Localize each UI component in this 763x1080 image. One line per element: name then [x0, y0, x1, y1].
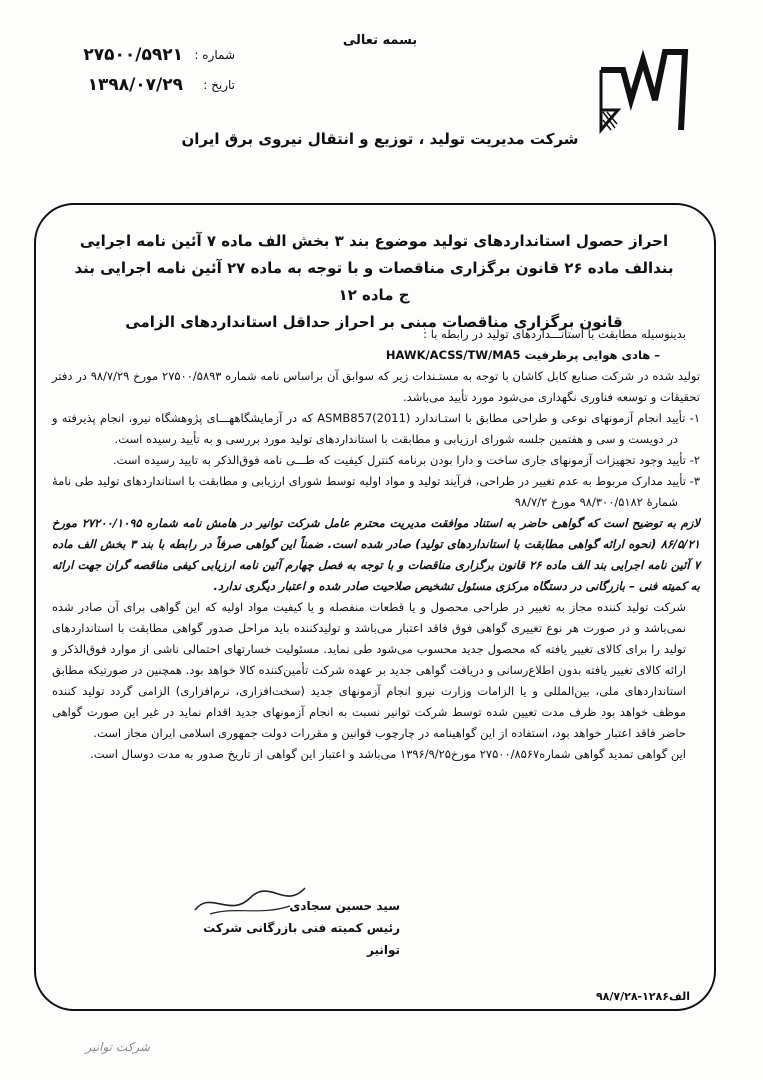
date-row: [55, 70, 235, 100]
certificate-title: [70, 228, 678, 336]
paragraph-2: شرکت تولید کننده مجاز به تغییر در طراحی محصول و یا قطعات منفصله و یا کیفیت مواد اولیه که این گواهی برای آن صادر شده نمی‌باشد و در صورت هر نوع تغییری گواهی فوق فاقد اعتبار می‌باشد و تولیدکننده باید مراحل صدور گواهی مطابقت با استانداردهای تولید را برای کالای تغییر یافته که محصول جدید محسوب می‌شود طی نماید. مسئولیت خسارتهای احتمالی ناشی از موارد فوق‌الذکر و ارائه کالای تغییر یافته بدون اطلاع‌رسانی و دریافت گواهی جدید بر عهده شرکت تأمین‌کننده کالا خواهد بود. همچنین در صورتیکه مطابق استانداردهای ملی، بین‌المللی و یا الزامات وزارت نیرو انجام آزمونهای جدید (سخت‌افزاری، نرم‌افزاری) الزامی گردد تولید کننده موظف خواهد بود ظرف مدت تعیین شده توسط شرکت توانیر نسبت به انجام آزمونهای جدید اقدام نماید در غیر این صورت گواهی حاضر فاقد اعتبار خواهد بود، استفاده از این گواهینامه در چارچوب قوانین و مقررات دولت جمهوری اسلامی ایران مجاز است.: [52, 600, 686, 740]
item-1: ۱- تأیید انجام آزمونهای نوعی و طراحی مطابق با استـاندارد (ASMB857(2011 که در آزمایشگاههـــای پژوهشگاه نیرو، انجام پذیرفته و در دویست و سی و هفتمین جلسه شورای ارزیابی و مطابقت با استانداردهای تولید مورد بررسی و به تأیید رسیده است.: [52, 411, 700, 446]
reference-code: الف۱۲۸۶-۹۸/۷/۲۸: [595, 990, 690, 1003]
signatory-name: سید حسین سجادی: [289, 899, 400, 913]
number-value: ۲۷۵۰۰/۵۹۲۱: [83, 45, 183, 65]
signature-block: [200, 895, 400, 961]
title-line-2: بندالف ماده ۲۶ قانون برگزاری مناقصات و با توجه به ماده ۲۷ آئین نامه اجرایی بند ج ماده ۱۲: [74, 259, 674, 304]
letter-meta: [55, 40, 235, 100]
item-2: ۲- تأیید وجود تجهیزات آزمونهای جاری ساخت و دارا بودن برنامه کنترل کیفیت که طـــی نامه فوق‌الذکر به تایید رسیده است.: [112, 453, 700, 467]
number-label: شماره :: [194, 48, 235, 62]
title-line-3: قانون برگزاری مناقصات مبنی بر احراز حداقل استانداردهای الزامی: [125, 313, 623, 331]
certificate-body: [52, 324, 700, 765]
company-stamp: شرکت توانیر: [85, 1040, 150, 1054]
date-value: ۱۳۹۸/۰۷/۲۹: [87, 75, 183, 95]
note-paragraph: لازم به توضیح است که گواهی حاضر به استناد موافقت مدیریت محترم عامل شرکت توانیر در هامش نامه شماره ۲۷۲۰۰/۱۰۹۵ مورخ ۸۶/۵/۲۱ (نحوه ارائه گواهی مطابقت با استانداردهای تولید) صادر شده است. ضمناً این گواهی صرفاً در رابطه با بند ۳ بخش الف ماده ۷ آئین نامه اجرایی بند الف ماده ۲۶ قانون برگزاری مناقصات و با توجه به فصل چهارم آئین نامه ارزیابی کیفی مناقصه گران جهت ارائه به کمیته فنی – بازرگانی در دستگاه مرکزی مسئول تشخیص صلاحیت صادر شده و اعتبار دیگری ندارد.: [52, 516, 700, 593]
tavanir-logo-icon: [593, 40, 693, 135]
basmala: بسمه تعالی: [342, 33, 418, 48]
date-label: تاریخ :: [203, 78, 235, 92]
signatory-role: رئیس کمیته فنی بازرگانی شرکت توانیر: [203, 921, 400, 957]
title-line-1: احراز حصول استانداردهای تولید موضوع بند ۳ بخش الف ماده ۷ آئین نامه اجرایی: [79, 232, 669, 250]
product-line: – هادی هوایی پرظرفیت HAWK/ACSS/TW/MA5: [385, 348, 660, 362]
item-3: ۳- تأیید مدارک مربوط به عدم تغییر در طراحی، فرآیند تولید و مواد اولیه توسط شورای ارزیابی و مطابقت با استانداردهای تولید طی نامهٔ شمارهٔ ۹۸/۳۰۰/۵۱۸۲ مورخ ۹۸/۷/۲: [52, 474, 700, 509]
number-row: [55, 40, 235, 70]
paragraph-1: تولید شده در شرکت صنایع کابل کاشان با توجه به مستـندات زیر که سوابق آن براساس نامه شماره ۲۷۵۰۰/۵۸۹۳ مورخ ۹۸/۷/۲۹ در دفتر تحقیقات و توسعه فناوری نگهداری می‌شود مورد تأیید می‌باشد.: [52, 369, 701, 404]
company-name: شرکت مدیریت تولید ، توزیع و انتقال نیروی برق ایران: [181, 130, 579, 148]
intro-paragraph: بدینوسیله مطابقت با استانـــداردهای تولید در رابطه با :: [423, 327, 686, 341]
paragraph-3: این گواهی تمدید گواهی شماره۲۷۵۰۰/۸۵۶۷ مورخ۱۳۹۶/۹/۲۵ می‌باشد و اعتبار این گواهی از تاریخ صدور به مدت دوسال است.: [90, 747, 686, 761]
